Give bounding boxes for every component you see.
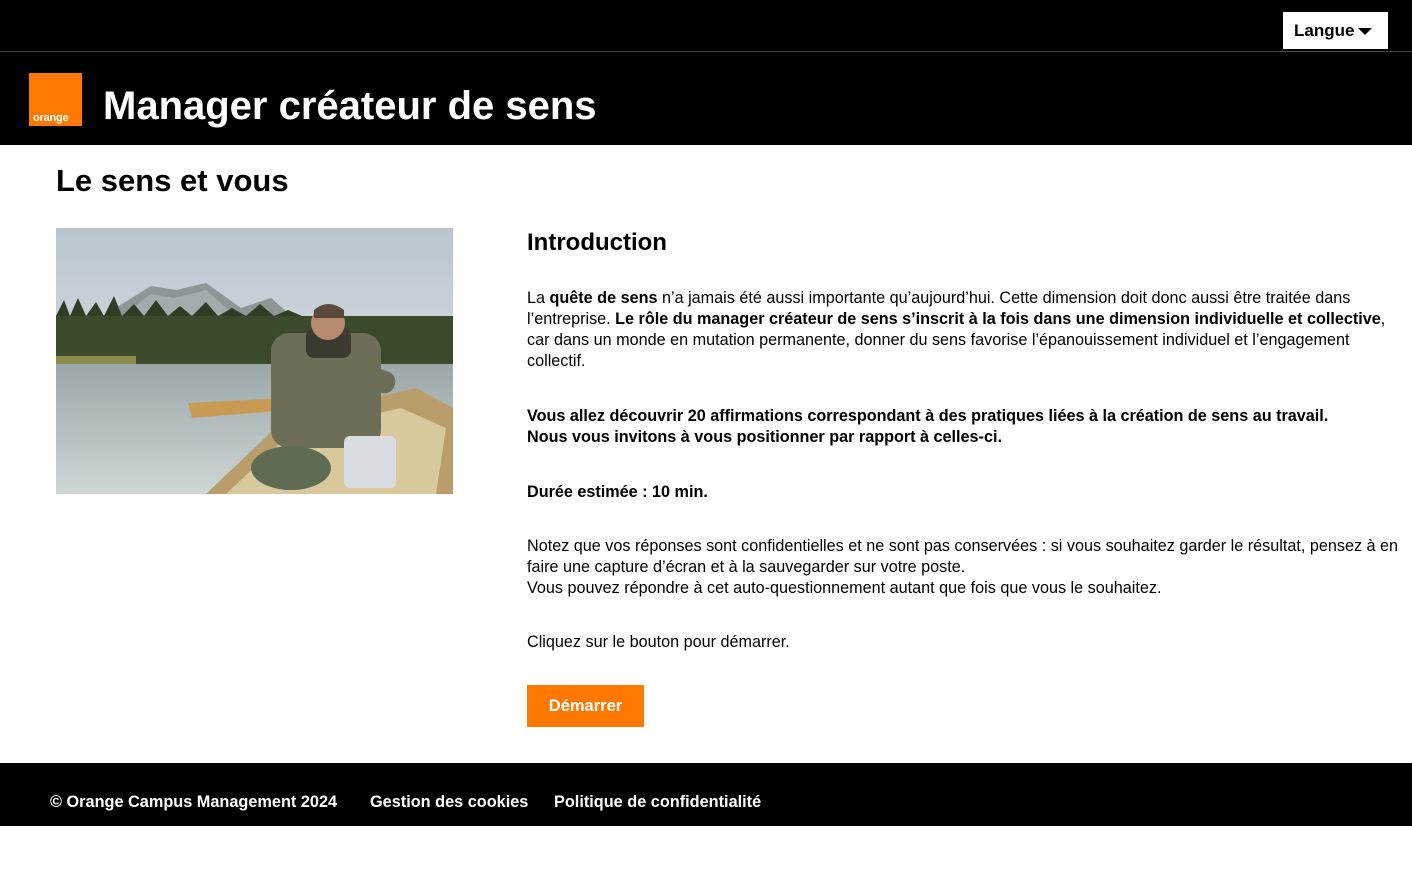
footer-copyright: © Orange Campus Management 2024 [50, 793, 338, 811]
hero-image-canoe [56, 228, 453, 494]
intro-title: Introduction [527, 229, 667, 256]
start-button[interactable]: Démarrer [527, 685, 644, 727]
caret-down-icon [1358, 28, 1372, 35]
footer-link-privacy[interactable]: Politique de confidentialité [554, 793, 762, 811]
top-bar [0, 0, 1412, 52]
app-title: Manager créateur de sens [103, 84, 597, 128]
footer [0, 763, 1412, 826]
header [0, 52, 1412, 145]
canoe-photo-illustration [56, 228, 453, 494]
duration-text: Durée estimée : 10 min. [527, 483, 708, 501]
intro-paragraph-4: Notez que vos réponses sont confidentielles et ne sont pas conservées : si vous souhaitez garder le résultat, pensez à en faire une capture d’écran et à la sauvegarder sur votre poste. Vous pouvez répondre à cet auto-questionnement autant que fois que vous le souhaitez. [527, 537, 1399, 597]
language-label: Langue [1294, 20, 1355, 40]
intro-paragraph-2: Vous allez découvrir 20 affirmations correspondant à des pratiques liées à la création de sens au travail. Nous vous invitons à vous positionner par rapport à celles-ci. [527, 407, 1329, 446]
page-title: Le sens et vous [56, 163, 289, 198]
orange-logo[interactable] [29, 73, 82, 126]
start-instruction: Cliquez sur le bouton pour démarrer. [527, 633, 790, 651]
footer-link-cookies[interactable]: Gestion des cookies [370, 793, 529, 811]
logo-text: orange [33, 112, 69, 124]
intro-paragraph-1: La quête de sens n’a jamais été aussi importante qu’aujourd’hui. Cette dimension doit donc aussi être traitée dans l’entreprise. Le rôle du manager créateur de sens s’inscrit à la fois dans une dimension individuelle et collective, car dans un monde en mutation permanente, donner du sens favorise l’épanouissement individuel et l’engagement collectif. [527, 289, 1386, 370]
language-dropdown[interactable] [1283, 12, 1388, 49]
